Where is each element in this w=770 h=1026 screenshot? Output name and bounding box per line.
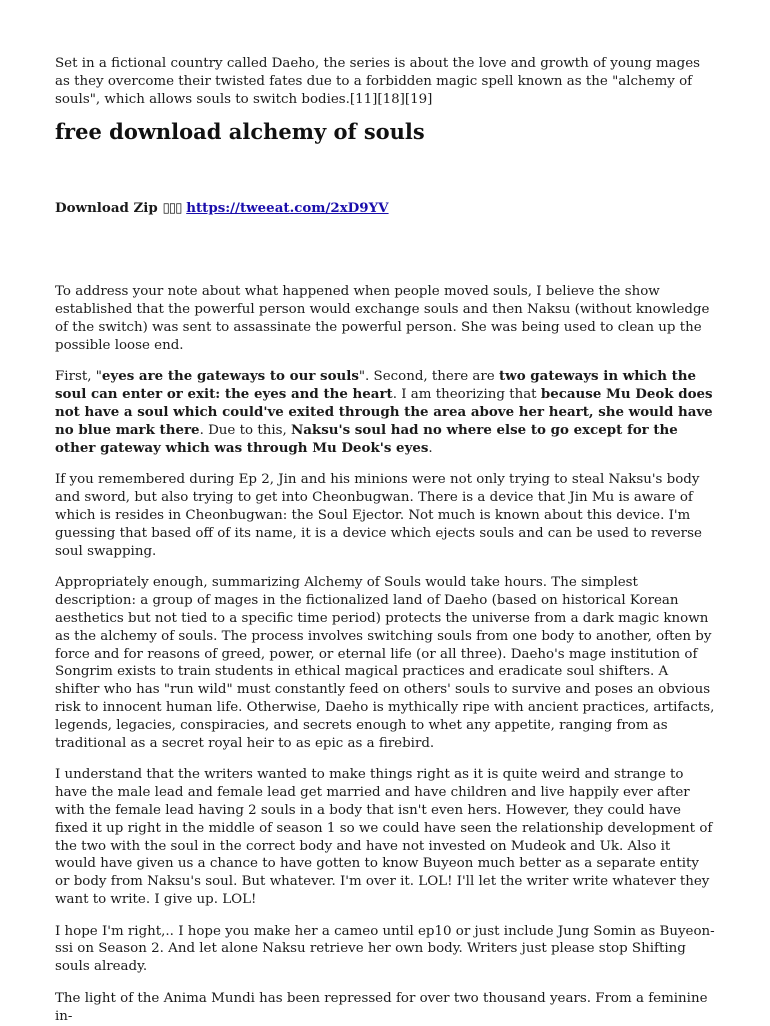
download-line	[55, 200, 715, 218]
body-paragraph-6: I hope I'm right,.. I hope you make her a cameo until ep10 or just include Jung Somin as Buyeon-ssi on Season 2. And let alone Naksu retrieve her own body. Writers just please stop Shifting souls already.	[55, 923, 715, 975]
p2-text-1: First, "	[55, 369, 102, 385]
p2-text-4: . Due to this,	[199, 422, 291, 438]
p2-text-3: . I am theorizing that	[392, 387, 541, 403]
intro-paragraph: Set in a fictional country called Daeho, the series is about the love and growth of young mages as they overcome their twisted fates due to a forbidden magic spell known as the "alchemy of souls", which allows souls to switch bodies.[11][18][19]	[55, 56, 701, 107]
body-paragraph-2	[55, 368, 715, 457]
p2-bold-3: because Mu Deok does not have a soul which could've exited through the area above her heart, she would have no blue mark there	[55, 386, 713, 438]
download-label: Download Zip	[55, 200, 158, 217]
p2-bold-4: Naksu's soul had no where else to go except for the other gateway which was through Mu Deok's eyes	[55, 421, 678, 456]
body-paragraph-7: The light of the Anima Mundi has been repressed for over two thousand years. From a feminine in-	[55, 991, 708, 1024]
p2-text-5: .	[428, 440, 433, 456]
missing-glyph-icons: ▯▯▯	[162, 201, 182, 217]
body-paragraph-1: To address your note about what happened when people moved souls, I believe the show established that the powerful person would exchange souls and then Naksu (without knowledge of the switch) was sent to assassinate the powerful person. She was being used to clean up the possible loose end.	[55, 284, 710, 353]
p2-text-2: ". Second, there are	[358, 369, 499, 385]
p2-bold-1: eyes are the gateways to our souls	[101, 368, 359, 385]
body-paragraph-3: If you remembered during Ep 2, Jin and his minions were not only trying to steal Naksu's body and sword, but also trying to get into Cheonbugwan. There is a device that Jin Mu is aware of which is resides in Cheonbugwan: the Soul Ejector. Not much is known about this device. I'm guessing that based off of its name, it is a device which ejects souls and can be used to reverse soul swapping.	[55, 472, 702, 559]
body-paragraph-4: Appropriately enough, summarizing Alchemy of Souls would take hours. The simplest description: a group of mages in the fictionalized land of Daeho (based on historical Korean aesthetics but not tied to a specific time period) protects the universe from a dark magic known as the alchemy of souls. The process involves switching souls from one body to another, often by force and for reasons of greed, power, or eternal life (or all three). Daeho's mage institution of Songrim exists to train students in ethical magical practices and eradicate soul shifters. A shifter who has "run wild" must constantly feed on others' souls to survive and poses an obvious risk to innocent human life. Otherwise, Daeho is mythically ripe with ancient practices, artifacts, legends, legacies, conspiracies, and secrets enough to whet any appetite, ranging from as traditional as a secret royal heir to as epic as a firebird.	[55, 575, 715, 751]
page-title: free download alchemy of souls	[55, 119, 425, 145]
p2-bold-2: two gateways in which the soul can enter or exit: the eyes and the heart	[55, 368, 697, 403]
download-link[interactable]: https://tweeat.com/2xD9YV	[186, 200, 389, 217]
body-paragraph-5: I understand that the writers wanted to make things right as it is quite weird and strange to have the male lead and female lead get married and have children and live happily ever after with the female lead having 2 souls in a body that isn't even hers. However, they could have fixed it up right in the middle of season 1 so we could have seen the relationship development of the two with the soul in the correct body and have not invested on Mudeok and Uk. Also it would have given us a chance to have gotten to know Buyeon much better as a separate entity or body from Naksu's soul. But whatever. I'm over it. LOL! I'll let the writer write whatever they want to write. I give up. LOL!	[55, 767, 713, 907]
